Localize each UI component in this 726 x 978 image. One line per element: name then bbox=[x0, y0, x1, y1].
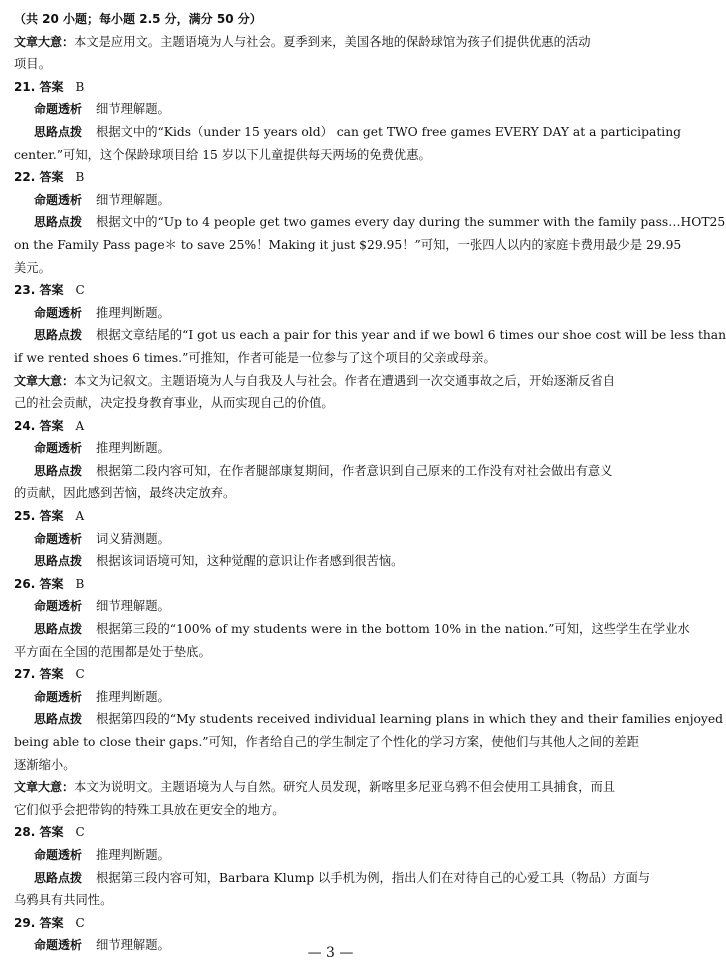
passage-summary-3-cont: 它们似乎会把带钩的特殊工具放在更安全的地方。 bbox=[14, 802, 285, 817]
hint-text: 根据文中的“Up to 4 people get two games every day during the summer with the family pass…HOT25 bbox=[96, 215, 726, 230]
analysis-label: 命题透析 bbox=[34, 847, 83, 862]
question-22-hint bbox=[14, 211, 726, 234]
analysis-text: 推理判断题。 bbox=[96, 847, 170, 862]
question-27-hint-cont: being able to close their gaps.”可知，作者给自己的学生制定了个性化的学习方案，使他们与其他人之间的差距 bbox=[14, 735, 639, 749]
answer-label: 答案 bbox=[39, 576, 64, 591]
question-27-hint bbox=[14, 708, 724, 731]
question-23-hint bbox=[14, 324, 726, 347]
question-26-analysis bbox=[14, 595, 650, 618]
analysis-text: 推理判断题。 bbox=[96, 305, 170, 320]
hint-label: 思路点拨 bbox=[34, 328, 83, 343]
hint-label: 思路点拨 bbox=[34, 554, 83, 569]
answer-value: C bbox=[75, 825, 85, 840]
page-number: — 3 — bbox=[307, 945, 354, 961]
answer-key-page bbox=[14, 8, 726, 957]
question-21-hint-cont: center.”可知，这个保龄球项目给 15 岁以下儿童提供每天两场的免费优惠。 bbox=[14, 147, 431, 162]
question-26-answer bbox=[14, 573, 650, 596]
analysis-label: 命题透析 bbox=[34, 192, 83, 207]
hint-text: 根据文中的“Kids（under 15 years old） can get TWO free games EVERY DAY at a participating bbox=[96, 124, 681, 139]
analysis-label: 命题透析 bbox=[34, 102, 83, 117]
answer-value: A bbox=[75, 418, 85, 433]
question-23-answer bbox=[14, 279, 650, 302]
hint-label: 思路点拨 bbox=[34, 124, 83, 139]
summary-label: 文章大意： bbox=[14, 373, 75, 388]
hint-label: 思路点拨 bbox=[34, 870, 83, 885]
answer-value: A bbox=[75, 509, 85, 524]
question-number: 27. bbox=[14, 667, 36, 682]
question-23-analysis bbox=[14, 302, 650, 325]
hint-text: 根据该词语境可知，这种觉醒的意识让作者感到很苦恼。 bbox=[96, 554, 404, 569]
question-28-answer bbox=[14, 821, 650, 844]
question-28-hint-cont: 乌鸦具有共同性。 bbox=[14, 893, 113, 908]
analysis-label: 命题透析 bbox=[34, 531, 83, 546]
question-25-answer bbox=[14, 505, 650, 528]
question-21-analysis bbox=[14, 98, 650, 121]
question-24-hint-cont: 的贡献，因此感到苦恼，最终决定放弃。 bbox=[14, 486, 236, 501]
answer-value: B bbox=[75, 170, 85, 185]
question-21-hint bbox=[14, 121, 681, 144]
hint-text: 根据第二段内容可知，在作者腿部康复期间，作者意识到自己原来的工作没有对社会做出有意义 bbox=[96, 463, 613, 478]
answer-value: C bbox=[75, 667, 85, 682]
question-number: 22. bbox=[14, 170, 36, 185]
question-number: 28. bbox=[14, 825, 36, 840]
analysis-label: 命题透析 bbox=[34, 599, 83, 614]
analysis-text: 词义猜测题。 bbox=[96, 531, 170, 546]
analysis-label: 命题透析 bbox=[34, 938, 83, 953]
hint-label: 思路点拨 bbox=[34, 215, 83, 230]
question-22-hint-cont2: 美元。 bbox=[14, 260, 51, 275]
answer-label: 答案 bbox=[39, 170, 64, 185]
answer-label: 答案 bbox=[39, 283, 64, 298]
question-24-hint bbox=[14, 460, 650, 483]
passage-summary-2 bbox=[14, 370, 650, 393]
question-25-analysis bbox=[14, 528, 650, 551]
question-number: 21. bbox=[14, 79, 36, 94]
summary-label: 文章大意： bbox=[14, 780, 75, 795]
analysis-text: 细节理解题。 bbox=[96, 102, 170, 117]
question-23-hint-cont: if we rented shoes 6 times.”可推知，作者可能是一位参与了这个项目的父亲或母亲。 bbox=[14, 350, 496, 365]
analysis-text: 推理判断题。 bbox=[96, 441, 170, 456]
answer-value: C bbox=[75, 915, 85, 930]
question-21-answer bbox=[14, 76, 650, 99]
answer-value: B bbox=[75, 576, 85, 591]
question-22-hint-cont: on the Family Pass page＊ to save 25%！Making it just $29.95！”可知，一张四人以内的家庭卡费用最少是 29.95 bbox=[14, 237, 682, 252]
analysis-label: 命题透析 bbox=[34, 305, 83, 320]
passage-summary-3 bbox=[14, 776, 650, 799]
answer-value: B bbox=[75, 79, 85, 94]
summary-label: 文章大意： bbox=[14, 34, 75, 49]
answer-label: 答案 bbox=[39, 825, 64, 840]
summary-text: 本文为记叙文。主题语境为人与自我及人与社会。作者在遭遇到一次交通事故之后，开始逐渐反省自 bbox=[74, 373, 616, 388]
answer-label: 答案 bbox=[39, 915, 64, 930]
hint-label: 思路点拨 bbox=[34, 463, 83, 478]
question-22-answer bbox=[14, 166, 650, 189]
question-29-answer bbox=[14, 912, 650, 935]
analysis-text: 细节理解题。 bbox=[96, 938, 170, 953]
answer-value: C bbox=[75, 283, 85, 298]
question-27-hint-cont2: 逐渐缩小。 bbox=[14, 757, 76, 772]
passage-summary-1 bbox=[14, 31, 650, 54]
hint-label: 思路点拨 bbox=[34, 622, 83, 637]
answer-label: 答案 bbox=[39, 509, 64, 524]
question-number: 23. bbox=[14, 283, 36, 298]
answer-label: 答案 bbox=[39, 79, 64, 94]
hint-text: 根据文章结尾的“I got us each a pair for this year and if we bowl 6 times our shoe cost will be less than bbox=[96, 328, 726, 343]
question-26-hint-cont: 平方面在全国的范围都是处于垫底。 bbox=[14, 644, 211, 659]
question-26-hint bbox=[14, 618, 690, 641]
question-24-answer bbox=[14, 415, 650, 438]
summary-text: 本文为说明文。主题语境为人与自然。研究人员发现，新喀里多尼亚乌鸦不但会使用工具捕食，而且 bbox=[74, 780, 616, 795]
question-number: 25. bbox=[14, 509, 36, 524]
analysis-label: 命题透析 bbox=[34, 441, 83, 456]
hint-text: 根据第三段的“100% of my students were in the bottom 10% in the nation.”可知，这些学生在学业水 bbox=[96, 622, 690, 637]
analysis-text: 细节理解题。 bbox=[96, 192, 170, 207]
question-number: 24. bbox=[14, 418, 36, 433]
hint-text: 根据第四段的“My students received individual learning plans in which they and their families enjoyed bbox=[96, 712, 724, 727]
question-number: 26. bbox=[14, 576, 36, 591]
answer-label: 答案 bbox=[39, 667, 64, 682]
summary-text: 本文是应用文。主题语境为人与社会。夏季到来，美国各地的保龄球馆为孩子们提供优惠的活动 bbox=[74, 34, 591, 49]
question-28-analysis bbox=[14, 844, 650, 867]
analysis-label: 命题透析 bbox=[34, 689, 83, 704]
question-number: 29. bbox=[14, 915, 36, 930]
passage-summary-1-cont: 项目。 bbox=[14, 57, 51, 72]
hint-text: 根据第三段内容可知，Barbara Klump 以手机为例，指出人们在对待自己的心爱工具（物品）方面与 bbox=[96, 870, 651, 885]
analysis-text: 推理判断题。 bbox=[96, 689, 170, 704]
hint-label: 思路点拨 bbox=[34, 712, 83, 727]
section-header: （共 20 小题；每小题 2.5 分，满分 50 分） bbox=[14, 12, 262, 26]
question-27-analysis bbox=[14, 686, 650, 709]
analysis-text: 细节理解题。 bbox=[96, 599, 170, 614]
question-24-analysis bbox=[14, 437, 650, 460]
question-25-hint bbox=[14, 550, 650, 573]
passage-summary-2-cont: 己的社会贡献，决定投身教育事业，从而实现自己的价值。 bbox=[14, 396, 334, 411]
question-27-answer bbox=[14, 663, 650, 686]
question-22-analysis bbox=[14, 189, 650, 212]
answer-label: 答案 bbox=[39, 418, 64, 433]
question-28-hint bbox=[14, 867, 650, 890]
